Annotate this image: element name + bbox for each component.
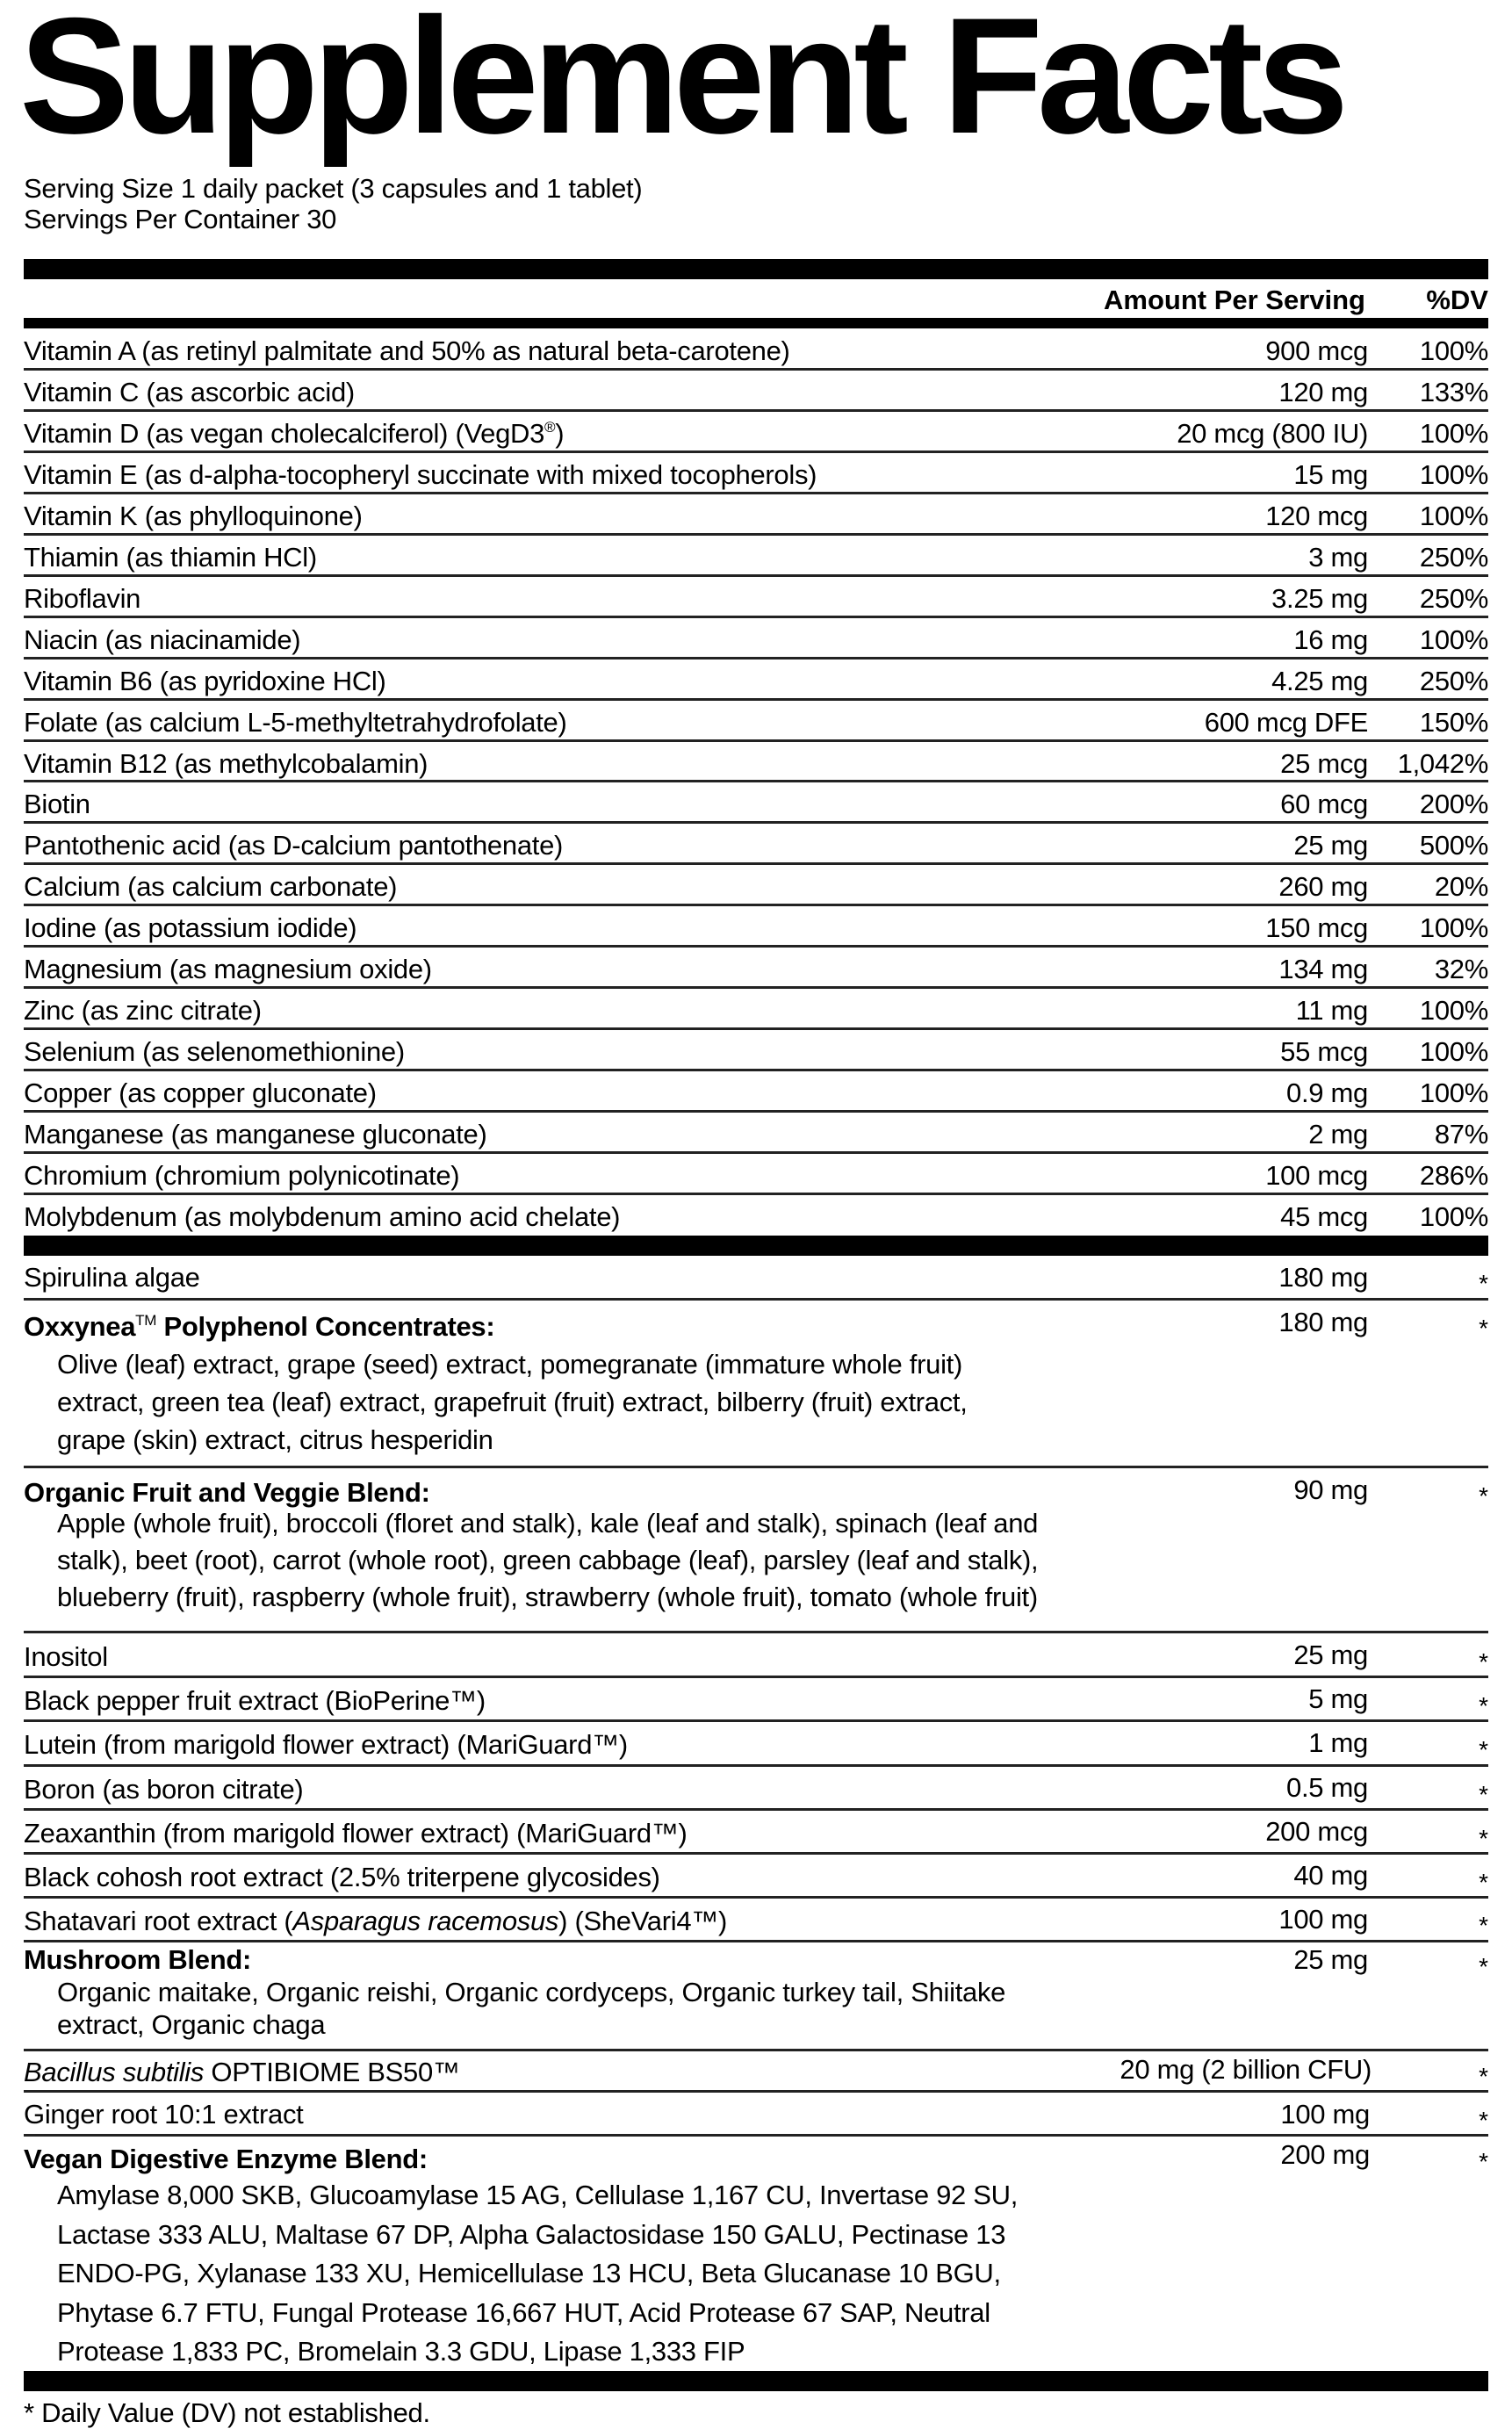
servings-per-container: Servings Per Container 30 <box>24 204 337 234</box>
top-thick-divider <box>24 259 1488 279</box>
blend-ingredients-line: Olive (leaf) extract, grape (seed) extract, pomegranate (immature whole fruit) <box>57 1349 963 1380</box>
ingredient-name: Boron (as boron citrate) <box>24 1774 304 1805</box>
nutrient-amount: 60 mcg <box>1280 789 1368 819</box>
ingredient-name: Black cohosh root extract (2.5% triterpene glycosides) <box>24 1862 660 1892</box>
blend-amount: 180 mg <box>1278 1307 1368 1337</box>
row-divider <box>24 1764 1488 1767</box>
ingredient-amount: 200 mcg <box>1265 1816 1368 1847</box>
dv-not-established-mark: * <box>1479 2148 1488 2175</box>
nutrient-dv: 250% <box>1419 542 1488 573</box>
row-divider <box>24 450 1488 453</box>
nutrient-name: Molybdenum (as molybdenum amino acid chelate) <box>24 1201 621 1232</box>
registered-mark: ® <box>544 419 556 436</box>
nutrient-name: Folate (as calcium L-5-methyltetrahydrofolate) <box>24 707 567 738</box>
dv-not-established-mark: * <box>1479 2107 1488 2134</box>
dv-not-established-mark: * <box>1479 1953 1488 1980</box>
row-divider <box>24 862 1488 865</box>
row-divider <box>24 1069 1488 1071</box>
blend-ingredients-line: Apple (whole fruit), broccoli (floret and stalk), kale (leaf and stalk), spinach (leaf and <box>57 1508 1039 1539</box>
ingredient-name: Lutein (from marigold flower extract) (MariGuard™) <box>24 1729 628 1760</box>
row-divider <box>24 533 1488 536</box>
nutrient-dv: 100% <box>1419 1201 1488 1232</box>
blend-ingredients-line: ENDO-PG, Xylanase 133 XU, Hemicellulase 13 HCU, Beta Glucanase 10 BGU, <box>57 2258 1001 2288</box>
blend-ingredients-line: Amylase 8,000 SKB, Glucoamylase 15 AG, Cellulase 1,167 CU, Invertase 92 SU, <box>57 2180 1019 2210</box>
row-divider <box>24 616 1488 618</box>
nutrient-amount: 3.25 mg <box>1271 583 1368 614</box>
nutrient-name: Vitamin B12 (as methylcobalamin) <box>24 748 428 779</box>
nutrient-amount: 55 mcg <box>1280 1036 1368 1067</box>
nutrient-amount: 100 mcg <box>1265 1160 1368 1191</box>
nutrient-amount: 600 mcg DFE <box>1204 707 1368 738</box>
dv-not-established-mark: * <box>1479 1736 1488 1763</box>
nutrient-amount: 150 mcg <box>1265 912 1368 943</box>
ingredient-amount: 1 mg <box>1308 1727 1368 1758</box>
row-divider <box>24 945 1488 948</box>
ingredient-name-latin: Bacillus subtilis <box>24 2057 205 2087</box>
dv-not-established-mark: * <box>1479 1482 1488 1510</box>
nutrient-dv: 1,042% <box>1397 748 1488 779</box>
nutrient-name: Copper (as copper gluconate) <box>24 1077 377 1108</box>
nutrient-amount: 120 mcg <box>1265 501 1368 531</box>
nutrient-name: Manganese (as manganese gluconate) <box>24 1119 487 1150</box>
nutrient-name: Pantothenic acid (as D-calcium pantothenate) <box>24 830 564 861</box>
blend-ingredients-line: Organic maitake, Organic reishi, Organic cordyceps, Organic turkey tail, Shiitake <box>57 1977 1006 2007</box>
nutrient-amount: 3 mg <box>1308 542 1368 573</box>
nutrient-amount: 900 mcg <box>1265 335 1368 366</box>
ingredient-name-latin: Asparagus racemosus <box>292 1906 559 1936</box>
nutrient-dv: 100% <box>1419 1036 1488 1067</box>
row-divider <box>24 739 1488 742</box>
bottom-thick-divider <box>24 2371 1488 2391</box>
trademark-mark: TM <box>135 1312 157 1330</box>
blend-name: Mushroom Blend: <box>24 1944 251 1975</box>
ingredient-name-post: OPTIBIOME BS50™ <box>204 2057 460 2087</box>
serving-size: Serving Size 1 daily packet (3 capsules and 1 tablet) <box>24 173 643 204</box>
row-divider <box>24 1466 1488 1468</box>
row-divider <box>24 2090 1488 2093</box>
row-divider <box>24 904 1488 906</box>
ingredient-name-pre: Shatavari root extract ( <box>24 1906 293 1936</box>
row-divider <box>24 986 1488 989</box>
nutrient-amount: 4.25 mg <box>1271 666 1368 696</box>
nutrient-name: Zinc (as zinc citrate) <box>24 995 262 1026</box>
nutrient-dv: 133% <box>1419 377 1488 407</box>
nutrient-amount: 25 mcg <box>1280 748 1368 779</box>
nutrient-dv: 100% <box>1419 459 1488 490</box>
nutrient-name: Calcium (as calcium carbonate) <box>24 871 398 902</box>
nutrient-name: Vitamin E (as d-alpha-tocopheryl succinate with mixed tocopherols) <box>24 459 817 490</box>
nutrient-amount: 120 mg <box>1278 377 1368 407</box>
nutrient-dv: 100% <box>1419 501 1488 531</box>
blend-name-end: Polyphenol Concentrates: <box>156 1311 495 1342</box>
nutrient-amount: 11 mg <box>1295 995 1368 1026</box>
nutrient-dv: 100% <box>1419 995 1488 1026</box>
nutrient-amount: 16 mg <box>1293 624 1368 655</box>
amount-per-serving-header: Amount Per Serving <box>1104 285 1365 315</box>
blend-ingredients-line: blueberry (fruit), raspberry (whole fruit), strawberry (whole fruit), tomato (whole fruit) <box>57 1582 1038 1612</box>
dv-header: %DV <box>1426 285 1488 315</box>
dv-not-established-mark: * <box>1479 1825 1488 1852</box>
row-divider <box>24 1151 1488 1154</box>
row-divider <box>24 492 1488 494</box>
row-divider <box>24 780 1488 782</box>
dv-not-established-mark: * <box>1479 1270 1488 1297</box>
nutrient-dv: 250% <box>1419 666 1488 696</box>
nutrient-dv: 100% <box>1419 1077 1488 1108</box>
nutrient-dv: 32% <box>1434 954 1488 984</box>
nutrient-name: Magnesium (as magnesium oxide) <box>24 954 432 984</box>
nutrient-name: Vitamin C (as ascorbic acid) <box>24 377 355 407</box>
row-divider <box>24 1719 1488 1722</box>
dv-not-established-mark: * <box>1479 1869 1488 1896</box>
blend-name-text: Oxxynea <box>24 1311 136 1342</box>
middle-thick-divider <box>24 1236 1488 1256</box>
blend-ingredients-line: grape (skin) extract, citrus hesperidin <box>57 1424 493 1455</box>
nutrient-amount: 2 mg <box>1308 1119 1368 1150</box>
dv-not-established-mark: * <box>1479 1781 1488 1808</box>
nutrient-name-text: Vitamin D (as vegan cholecalciferol) (VegD3 <box>24 418 545 449</box>
row-divider <box>24 1676 1488 1678</box>
nutrient-amount: 260 mg <box>1278 871 1368 902</box>
dv-not-established-mark: * <box>1479 1648 1488 1676</box>
ingredient-amount: 100 mg <box>1280 2099 1370 2130</box>
blend-amount: 90 mg <box>1293 1474 1368 1505</box>
row-divider <box>24 1193 1488 1195</box>
nutrient-name: Riboflavin <box>24 583 141 614</box>
nutrient-dv: 286% <box>1419 1160 1488 1191</box>
row-divider <box>24 1896 1488 1899</box>
nutrient-name: Vitamin A (as retinyl palmitate and 50% as natural beta-carotene) <box>24 335 790 366</box>
nutrient-name: Vitamin B6 (as pyridoxine HCl) <box>24 666 386 696</box>
nutrient-name: Thiamin (as thiamin HCl) <box>24 542 317 573</box>
blend-ingredients-line: Protease 1,833 PC, Bromelain 3.3 GDU, Lipase 1,333 FIP <box>57 2336 745 2367</box>
ingredient-amount: 5 mg <box>1308 1683 1368 1714</box>
row-divider <box>24 574 1488 577</box>
row-divider <box>24 368 1488 371</box>
dv-not-established-mark: * <box>1479 1912 1488 1939</box>
nutrient-amount: 25 mg <box>1293 830 1368 861</box>
nutrient-name: Selenium (as selenomethionine) <box>24 1036 405 1067</box>
ingredient-amount: 180 mg <box>1278 1262 1368 1293</box>
blend-name <box>24 1313 494 1340</box>
nutrient-dv: 500% <box>1419 830 1488 861</box>
nutrient-dv: 100% <box>1419 624 1488 655</box>
ingredient-name <box>24 1907 727 1935</box>
row-divider <box>24 1852 1488 1855</box>
row-divider <box>24 1808 1488 1811</box>
ingredient-amount: 20 mg (2 billion CFU) <box>1120 2054 1372 2085</box>
nutrient-name: Vitamin K (as phylloquinone) <box>24 501 363 531</box>
nutrient-amount: 20 mcg (800 IU) <box>1177 418 1368 449</box>
nutrient-amount: 134 mg <box>1278 954 1368 984</box>
nutrient-name <box>24 420 564 447</box>
nutrient-amount: 15 mg <box>1293 459 1368 490</box>
nutrient-dv: 100% <box>1419 418 1488 449</box>
blend-ingredients-line: Lactase 333 ALU, Maltase 67 DP, Alpha Galactosidase 150 GALU, Pectinase 13 <box>57 2219 1006 2250</box>
nutrient-dv: 20% <box>1434 871 1488 902</box>
nutrient-dv: 100% <box>1419 912 1488 943</box>
footnote: * Daily Value (DV) not established. <box>24 2397 430 2428</box>
dv-not-established-mark: * <box>1479 1692 1488 1719</box>
ingredient-name: Ginger root 10:1 extract <box>24 2099 304 2130</box>
blend-ingredients-line: stalk), beet (root), carrot (whole root), green cabbage (leaf), parsley (leaf and stalk), <box>57 1545 1039 1575</box>
header-divider <box>24 318 1488 328</box>
nutrient-dv: 250% <box>1419 583 1488 614</box>
blend-amount: 25 mg <box>1293 1944 1368 1975</box>
nutrient-dv: 87% <box>1434 1119 1488 1150</box>
dv-not-established-mark: * <box>1479 1315 1488 1342</box>
ingredient-name: Spirulina algae <box>24 1262 200 1293</box>
nutrient-name: Niacin (as niacinamide) <box>24 624 301 655</box>
nutrient-dv: 200% <box>1419 789 1488 819</box>
blend-ingredients-line: extract, green tea (leaf) extract, grapefruit (fruit) extract, bilberry (fruit) extract, <box>57 1387 968 1417</box>
ingredient-amount: 40 mg <box>1293 1860 1368 1891</box>
ingredient-name: Inositol <box>24 1641 108 1672</box>
ingredient-name <box>24 2058 460 2086</box>
row-divider <box>24 1027 1488 1030</box>
ingredient-amount: 100 mg <box>1278 1904 1368 1935</box>
nutrient-name: Iodine (as potassium iodide) <box>24 912 357 943</box>
row-divider <box>24 657 1488 659</box>
ingredient-name-post: ) (SheVari4™) <box>558 1906 728 1936</box>
nutrient-dv: 150% <box>1419 707 1488 738</box>
blend-ingredients-line: Phytase 6.7 FTU, Fungal Protease 16,667 HUT, Acid Protease 67 SAP, Neutral <box>57 2297 990 2328</box>
ingredient-amount: 0.5 mg <box>1286 1772 1368 1803</box>
nutrient-amount: 45 mcg <box>1280 1201 1368 1232</box>
row-divider <box>24 2134 1488 2137</box>
row-divider <box>24 698 1488 701</box>
row-divider <box>24 821 1488 824</box>
blend-ingredients-line: extract, Organic chaga <box>57 2009 326 2040</box>
nutrient-name: Chromium (chromium polynicotinate) <box>24 1160 460 1191</box>
row-divider <box>24 1298 1488 1301</box>
ingredient-name: Black pepper fruit extract (BioPerine™) <box>24 1685 486 1716</box>
blend-name: Vegan Digestive Enzyme Blend: <box>24 2144 428 2174</box>
page-title: Supplement Facts <box>19 0 1343 168</box>
nutrient-dv: 100% <box>1419 335 1488 366</box>
nutrient-name-end: ) <box>555 418 565 449</box>
row-divider <box>24 1110 1488 1113</box>
nutrient-amount: 0.9 mg <box>1286 1077 1368 1108</box>
row-divider <box>24 1631 1488 1633</box>
dv-not-established-mark: * <box>1479 2063 1488 2090</box>
ingredient-amount: 25 mg <box>1293 1640 1368 1670</box>
nutrient-name: Biotin <box>24 789 90 819</box>
row-divider <box>24 409 1488 412</box>
blend-amount: 200 mg <box>1280 2139 1370 2170</box>
row-divider <box>24 2049 1488 2051</box>
blend-name: Organic Fruit and Veggie Blend: <box>24 1477 430 1508</box>
ingredient-name: Zeaxanthin (from marigold flower extract) (MariGuard™) <box>24 1818 688 1849</box>
row-divider <box>24 1940 1488 1942</box>
